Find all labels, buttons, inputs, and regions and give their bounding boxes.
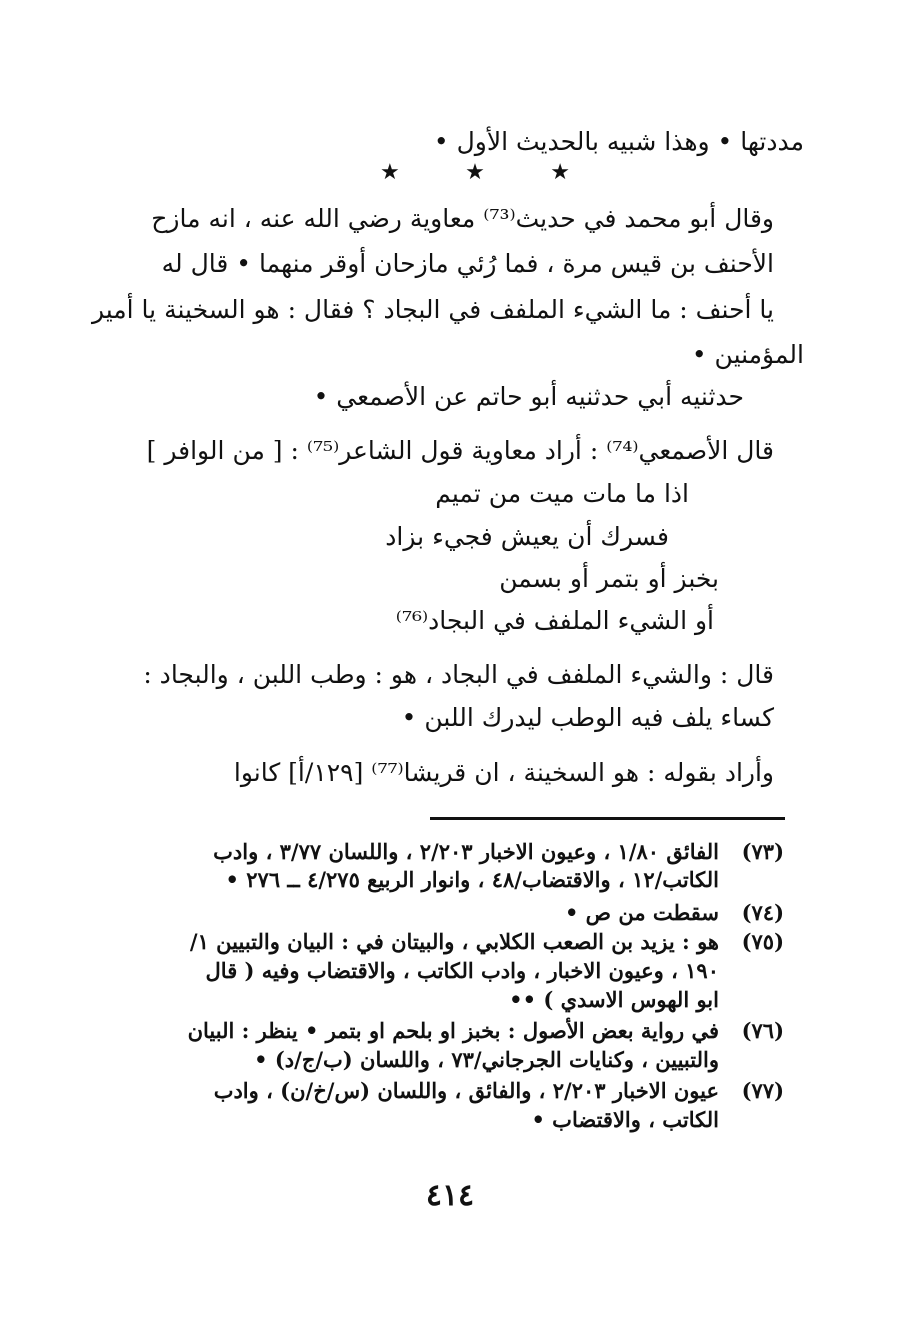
- paragraph-line: وقال أبو محمد في حديث⁽⁷³⁾ معاوية رضي الله عنه ، انه مازح: [151, 204, 774, 233]
- footnote-number: (٧٤): [741, 900, 784, 925]
- paragraph-line: يا أحنف : ما الشيء الملفف في البجاد ؟ فقال : هو السخينة يا أمير: [91, 295, 774, 324]
- footnote-line: الكاتب/١٢ ، والاقتضاب/٤٨ ، وانوار الربيع ٤/٢٧٥ ــ ٢٧٦ •: [225, 867, 719, 892]
- paragraph-line: قال : والشيء الملفف في البجاد ، هو : وطب اللبن ، والبجاد :: [143, 660, 774, 689]
- footnote-number: (٧٣): [741, 839, 784, 864]
- footnote-line: والتبيين ، وكنايات الجرجاني/٧٣ ، واللسان (ب/ج/د) •: [254, 1047, 719, 1072]
- continuation-line: مددتها • وهذا شبيه بالحديث الأول •: [433, 127, 804, 156]
- footnote-separator: [430, 817, 785, 820]
- star-icon: ★: [550, 160, 570, 185]
- footnote-line: هو : يزيد بن الصعب الكلابي ، والبيتان في : البيان والتبيين ١/: [189, 929, 719, 954]
- paragraph-line: المؤمنين •: [691, 340, 804, 369]
- footnote-line: الفائق ١/٨٠ ، وعيون الاخبار ٢/٢٠٣ ، واللسان ٣/٧٧ ، وادب: [213, 839, 719, 864]
- star-icon: ★: [380, 160, 400, 185]
- footnote-number: (٧٧): [741, 1078, 784, 1103]
- verse-line: اذا ما مات ميت من تميم: [435, 479, 689, 508]
- footnote-number: (٧٥): [741, 929, 784, 954]
- footnote-line: الكاتب ، والاقتضاب •: [531, 1107, 719, 1132]
- paragraph-line: كساء يلف فيه الوطب ليدرك اللبن •: [401, 703, 774, 732]
- paragraph-line: وأراد بقوله : هو السخينة ، ان قريشا⁽⁷⁷⁾ [١٢٩/أ] كانوا: [233, 758, 774, 787]
- page-number: ٤١٤: [425, 1178, 475, 1213]
- star-icon: ★: [465, 160, 485, 185]
- footnote-line: في رواية بعض الأصول : بخبز او بلحم او بتمر • ينظر : البيان: [187, 1018, 719, 1043]
- isnad-line: حدثنيه أبي حدثنيه أبو حاتم عن الأصمعي •: [313, 382, 744, 411]
- footnote-number: (٧٦): [741, 1018, 784, 1043]
- footnote-line: ابو الهوس الاسدي ) ••: [509, 987, 719, 1012]
- verse-line: أو الشيء الملفف في البجاد⁽⁷⁶⁾: [395, 606, 714, 635]
- section-divider-stars: [380, 162, 570, 184]
- footnote-line: عيون الاخبار ٢/٢٠٣ ، والفائق ، واللسان (س/خ/ن) ، وادب: [213, 1078, 719, 1103]
- verse-line: بخبز أو بتمر أو بسمن: [499, 564, 719, 593]
- paragraph-line: الأحنف بن قيس مرة ، فما رُئي مازحان أوقر منهما • قال له: [161, 249, 774, 278]
- paragraph-line: قال الأصمعي⁽⁷⁴⁾ : أراد معاوية قول الشاعر⁽⁷⁵⁾ : [ من الوافر ]: [146, 436, 774, 465]
- footnote-line: سقطت من ص •: [564, 900, 719, 925]
- verse-line: فسرك أن يعيش فجيء بزاد: [385, 522, 669, 551]
- footnote-line: ١٩٠ ، وعيون الاخبار ، وادب الكاتب ، والاقتضاب وفيه ( قال: [205, 958, 719, 983]
